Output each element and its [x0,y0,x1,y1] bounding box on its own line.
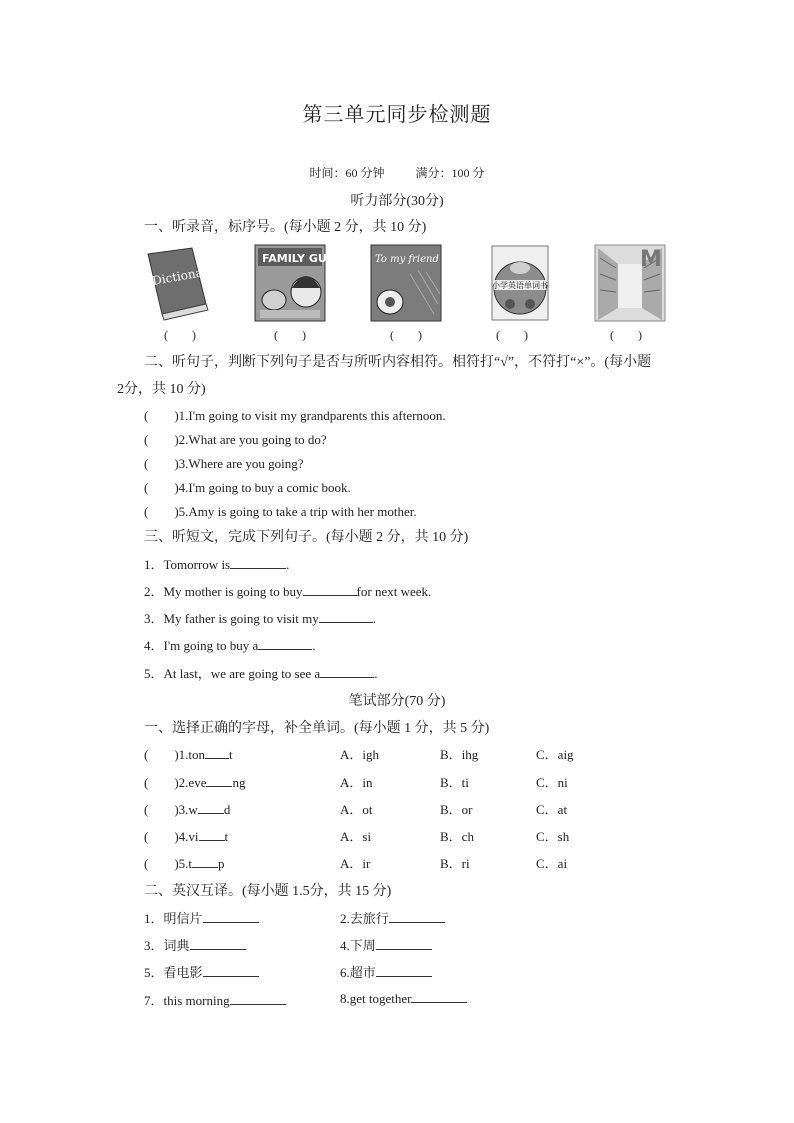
fill-item: 2．My mother is going to buy for next week. [144,584,432,599]
listening-section-3-title: 三、听短文，完成下列句子。(每小题 2 分，共 10 分) [144,530,469,545]
time-limit: 时间：60 分钟 [309,166,385,180]
answer-blank[interactable] [190,937,246,950]
picture-answer-2[interactable]: ( ) [274,328,306,342]
svg-text:M: M [640,247,662,272]
option-a: A．in [340,775,373,790]
fill-item: 5．At last，we are going to see a . [144,666,378,681]
answer-blank[interactable] [230,992,286,1005]
option-b: B．or [440,802,473,817]
translate-item: 3．词典 [144,935,246,954]
option-b: B．ihg [440,747,479,762]
option-c: C．at [536,802,568,817]
svg-text:FAMILY GUY: FAMILY GUY [262,252,335,265]
picture-answer-3[interactable]: ( ) [390,328,422,342]
option-b: B．ri [440,856,470,871]
option-b: B．ti [440,775,469,790]
translate-item: 1．明信片 [144,908,259,927]
answer-paren[interactable]: ( ) [144,775,179,790]
option-b: B．ch [440,829,474,844]
translate-item: 7．this morning [144,990,286,1009]
answer-paren[interactable]: ( ) [144,480,179,495]
svg-text:小学英语单词书: 小学英语单词书 [492,281,548,290]
picture-answer-4[interactable]: ( ) [496,328,528,342]
answer-blank[interactable] [203,964,259,977]
picture-answer-5[interactable]: ( ) [610,328,642,342]
answer-blank[interactable] [230,556,286,569]
option-c: C．aig [536,747,574,762]
option-a: A．igh [340,747,380,762]
writing-section-1-title: 一、选择正确的字母，补全单词。(每小题 1 分，共 5 分) [144,721,490,736]
translate-item: 6.超市 [340,962,432,981]
full-score: 满分：100 分 [415,166,485,180]
translate-item: 5．看电影 [144,962,259,981]
dictionary-book-icon [140,244,216,322]
fill-item: 1．Tomorrow is . [144,557,290,572]
judge-item [144,501,417,520]
answer-blank[interactable] [389,910,445,923]
judge-item [144,429,327,448]
postcard-icon [370,244,442,322]
answer-paren[interactable]: ( ) [144,432,179,447]
comic-book-icon [254,244,335,322]
answer-paren[interactable]: ( ) [144,802,179,817]
listening-heading: 听力部分(30分) [350,194,444,209]
sentence: 4.I'm going to buy a comic book. [178,480,351,495]
writing-section-2-title: 二、英汉互译。(每小题 1.5分，共 15 分) [144,884,392,899]
answer-blank[interactable] [411,990,467,1003]
answer-paren[interactable]: ( ) [144,408,179,423]
answer-paren[interactable]: ( ) [144,829,179,844]
option-c: C．sh [536,829,570,844]
exam-meta [0,164,794,181]
supermarket-icon [594,244,666,322]
option-a: A．ot [340,802,373,817]
svg-text:Dictionary: Dictionary [151,263,216,289]
picture-answer-1[interactable]: ( ) [164,328,196,342]
translate-item: 4.下周 [340,935,432,954]
sentence: 5.Amy is going to take a trip with her mother. [178,504,417,519]
option-c: C．ni [536,775,568,790]
option-c: C．ai [536,856,568,871]
fill-item: 4．I'm going to buy a . [144,638,316,653]
translate-item: 8.get together [340,990,467,1007]
page-title: 第三单元同步检测题 [302,104,492,126]
option-a: A．ir [340,856,371,871]
fill-item: 3．My father is going to visit my . [144,611,377,626]
answer-paren[interactable]: ( ) [144,456,179,471]
listening-section-2-title-cont: 2分，共 10 分) [117,382,206,397]
answer-blank[interactable] [303,583,357,596]
sentence: 2.What are you going to do? [178,432,327,447]
judge-item [144,477,351,496]
answer-blank[interactable] [320,665,374,678]
sentence: 1.I'm going to visit my grandparents this afternoon. [178,408,446,423]
judge-item [144,405,446,424]
answer-paren[interactable]: ( ) [144,747,179,762]
answer-blank[interactable] [319,610,373,623]
option-a: A．si [340,829,372,844]
sentence: 3.Where are you going? [178,456,304,471]
svg-text:To my friend: To my friend [375,254,439,265]
judge-item [144,453,304,472]
answer-blank[interactable] [203,910,259,923]
answer-paren[interactable]: ( ) [144,856,179,871]
word-book-icon [484,244,556,322]
listening-section-2-title: 二、听句子，判断下列句子是否与所听内容相符。相符打“√”，不符打“×”。(每小题 [144,355,652,370]
writing-heading: 笔试部分(70 分) [348,694,446,709]
answer-blank[interactable] [376,937,432,950]
answer-blank[interactable] [376,964,432,977]
listening-section-1-title: 一、听录音，标序号。(每小题 2 分，共 10 分) [144,220,427,235]
answer-paren[interactable]: ( ) [144,504,179,519]
answer-blank[interactable] [258,637,312,650]
translate-item: 2.去旅行 [340,908,445,927]
